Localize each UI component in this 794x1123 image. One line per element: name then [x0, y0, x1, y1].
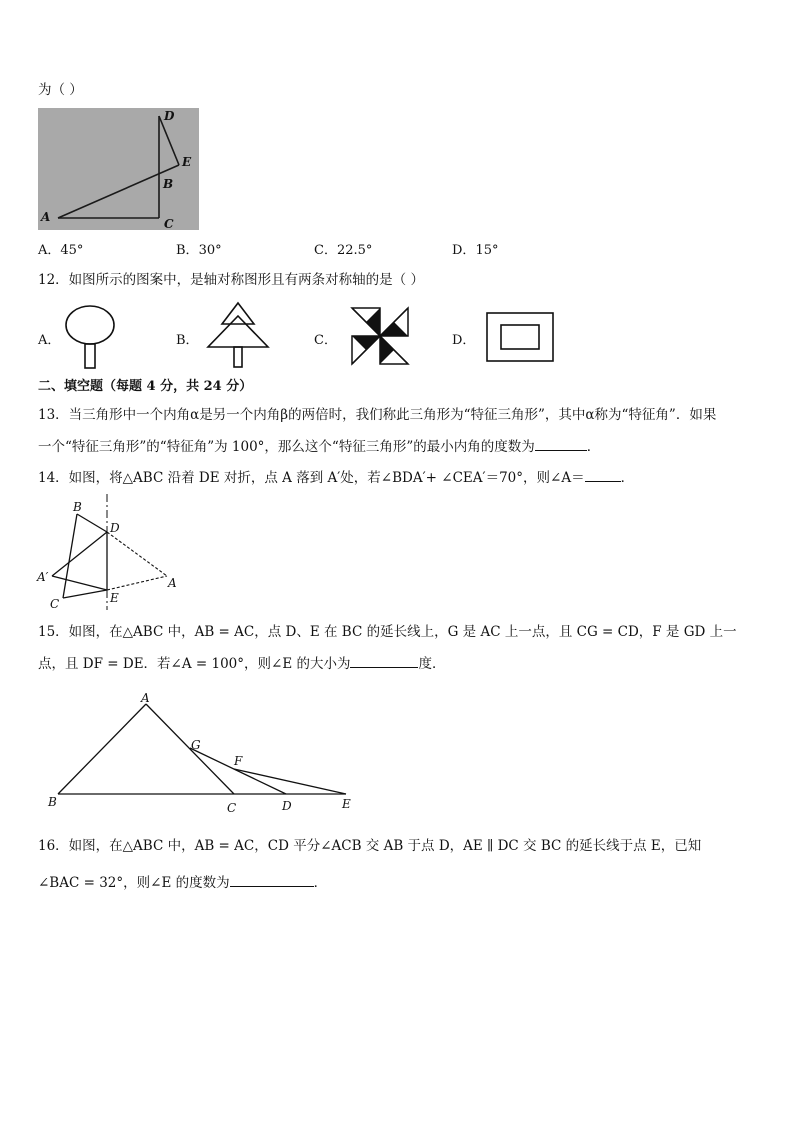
label-c: C	[50, 597, 60, 611]
q14-question: 14．如图，将△ABC 沿着 DE 对折，点 A 落到 A′处，若∠BDA′+ ∠CEA′＝70°，则∠A＝ ．	[38, 467, 634, 488]
q15-figure	[40, 690, 370, 814]
segment-a1e	[52, 576, 107, 590]
q15-line2: 点，且 DF = DE．若∠A = 100°，则∠E 的大小为 度．	[38, 653, 445, 674]
q16-line2: ∠BAC = 32°，则∠E 的度数为 ．	[38, 872, 327, 893]
q12-fan-figure	[62, 303, 118, 371]
segment-da1	[52, 532, 107, 576]
q11-option-d: D．15°	[452, 243, 499, 258]
label-a: A	[141, 691, 150, 705]
q11-option-a: A．45°	[38, 243, 84, 258]
q13-line2: 一个“特征三角形”的“特征角”为 100°，那么这个“特征三角形”的最小内角的度数为 ．	[38, 436, 600, 457]
label-b: B	[73, 500, 82, 514]
frame-outer	[487, 313, 553, 361]
segment-bd	[77, 514, 107, 532]
label-a: A	[41, 210, 51, 224]
q12-option-d-letter: D．	[452, 333, 476, 348]
segment-ce	[63, 590, 107, 598]
q11-option-c: C．22.5°	[314, 243, 373, 258]
label-b: B	[48, 795, 57, 809]
q14-answer-blank[interactable]	[585, 467, 621, 482]
q12-pinwheel-figure	[348, 306, 412, 366]
q11-figure	[38, 108, 199, 230]
q12-question: 12．如图所示的图案中，是轴对称图形且有两条对称轴的是（ ）	[38, 272, 424, 288]
q14-figure	[35, 492, 185, 614]
section-fill-in-header: 二、填空题（每题 4 分，共 24 分）	[38, 379, 253, 394]
frame-inner	[501, 325, 539, 349]
q15-line1: 15．如图，在△ABC 中，AB = AC，点 D、E 在 BC 的延长线上，G 是 AC 上一点，且 CG = CD，F 是 GD 上一	[38, 624, 737, 640]
q11-option-b: B．30°	[176, 243, 222, 258]
q13-line1: 13．当三角形中一个内角α是另一个内角β的两倍时，我们称此三角形为“特征三角形”，其中α称为“特征角”．如果	[38, 407, 717, 423]
label-a-prime: A′	[37, 570, 49, 584]
label-d: D	[164, 109, 175, 123]
segment-ab	[58, 704, 146, 794]
photo-background	[38, 108, 199, 230]
segment-bc	[63, 514, 77, 598]
segment-ea-dashed	[107, 576, 167, 590]
q12-frame-figure	[484, 310, 556, 364]
label-e: E	[182, 155, 192, 169]
label-f: F	[234, 754, 243, 768]
label-g: G	[191, 738, 201, 752]
label-d: D	[110, 521, 120, 535]
label-c: C	[164, 217, 174, 230]
tree-trunk	[234, 347, 242, 367]
q12-option-b-letter: B．	[176, 333, 199, 348]
label-b: B	[163, 177, 174, 191]
label-c: C	[227, 801, 237, 814]
q12-option-a-letter: A．	[38, 333, 61, 348]
q16-line1: 16．如图，在△ABC 中，AB = AC，CD 平分∠ACB 交 AB 于点 D，AE ∥ DC 交 BC 的延长线于点 E，已知	[38, 838, 702, 854]
q13-answer-blank[interactable]	[535, 436, 587, 451]
label-e: E	[342, 797, 351, 811]
q15-answer-blank[interactable]	[350, 653, 418, 668]
q12-tree-figure	[204, 300, 272, 372]
segment-fe	[234, 769, 346, 794]
q12-option-c-letter: C．	[314, 333, 337, 348]
segment-ac	[146, 704, 234, 794]
tree-top	[222, 303, 254, 324]
fan-head	[66, 306, 114, 344]
label-e: E	[110, 591, 119, 605]
label-d: D	[282, 799, 292, 813]
q16-answer-blank[interactable]	[230, 872, 314, 887]
tree-bottom	[208, 316, 268, 347]
fan-handle	[85, 344, 95, 368]
label-a: A	[168, 576, 177, 590]
segment-da-dashed	[107, 532, 167, 576]
q11-tail: 为（ ）	[38, 82, 83, 98]
